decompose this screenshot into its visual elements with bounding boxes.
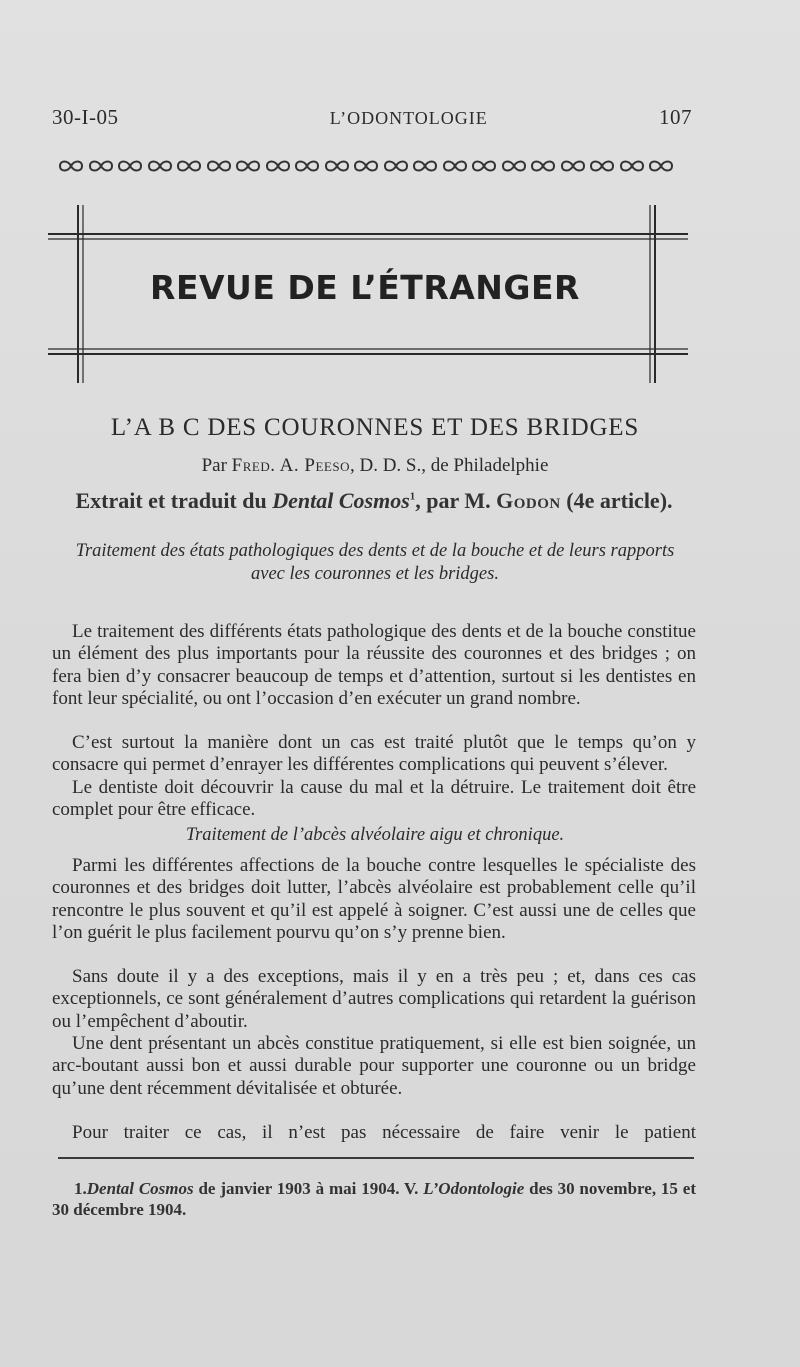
ornament-motif-icon: [294, 158, 320, 174]
ornament-motif-icon: [560, 158, 586, 174]
extract-prefix: Extrait et traduit du: [75, 488, 267, 513]
ornament-motif-icon: [471, 158, 497, 174]
decorative-ornament-band: [58, 155, 674, 177]
byline: [60, 455, 690, 477]
article-title: L’A B C DES COURONNES ET DES BRIDGES: [110, 414, 640, 441]
ornament-motif-icon: [353, 158, 379, 174]
section-heading-1: Traitement des états pathologiques des dents et de la bouche et de leurs rapports avec les couronnes et les bridges.: [75, 541, 675, 584]
header-date: 30-I-05: [52, 105, 119, 129]
byline-prefix: Par: [201, 455, 227, 476]
ornament-motif-icon: [530, 158, 556, 174]
ornament-motif-icon: [619, 158, 645, 174]
ornament-motif-icon: [176, 158, 202, 174]
paragraph-2: C’est surtout la manière dont un cas est traité plutôt que le temps qu’on y consacre qui permet d’enrayer les différentes complications qui peuvent s’élever.: [52, 732, 696, 776]
ornament-motif-icon: [147, 158, 173, 174]
running-head: [52, 105, 692, 130]
extract-mid: , par M.: [415, 488, 491, 513]
ornament-motif-icon: [501, 158, 527, 174]
footnote-journal-2: L’Odontologie: [423, 1179, 525, 1198]
author-suffix: , D. D. S., de Philadelphie: [349, 455, 549, 476]
extract-suffix: (4e article).: [566, 488, 673, 513]
page-number: 107: [659, 105, 692, 129]
footnote-divider: [58, 1157, 694, 1159]
footnote-text-end: des 30 novembre, 15 et 30 décembre 1904.: [52, 1179, 696, 1219]
ornament-motif-icon: [265, 158, 291, 174]
paragraph-7: Pour traiter ce cas, il n’est pas nécessaire de faire venir le patient: [72, 1122, 696, 1143]
ornament-motif-icon: [442, 158, 468, 174]
paragraph-1: Le traitement des différents états pathologique des dents et de la bouche constitue un élément des plus importants pour la réussite des couronnes et des bridges ; on fera bien d’y consacrer beaucoup de temps et d’attention, surtout si les dentistes en font leur spécialité, ou ont l’occasion d’en exécuter un grand nombre.: [52, 621, 696, 710]
paragraph-4: Parmi les différentes affections de la bouche contre lesquelles le spécialiste des couronnes et des bridges doit lutter, l’abcès alvéolaire est probablement celle qu’il rencontre le plus souvent et qu’il est appelé à soigner. C’est aussi une de celles que l’on guérit le plus facilement pourvu qu’on s’y prenne bien.: [52, 855, 696, 944]
footnote-text-mid: de janvier 1903 à mai 1904. V.: [193, 1179, 424, 1198]
ornament-motif-icon: [324, 158, 350, 174]
footnote: [52, 1178, 696, 1220]
footnote-ref: 1: [409, 490, 416, 503]
paragraph-3: Le dentiste doit découvrir la cause du mal et la détruire. Le traitement doit être complet pour être efficace.: [52, 777, 696, 821]
extract-journal: Dental Cosmos: [272, 488, 410, 513]
section-title: REVUE DE L’ÉTRANGER: [150, 268, 580, 307]
ornament-motif-icon: [589, 158, 615, 174]
author-name: Fred. A. Peeso: [231, 455, 350, 476]
ornament-motif-icon: [88, 158, 114, 174]
paragraph-5: Sans doute il y a des exceptions, mais il y en a très peu ; et, dans ces cas exceptionnels, ce sont généralement d’autres complications qui retardent la guérison ou l’empêchent d’aboutir.: [52, 966, 696, 1032]
ornament-motif-icon: [117, 158, 143, 174]
ornament-motif-icon: [383, 158, 409, 174]
extract-line: [52, 488, 696, 514]
ornament-motif-icon: [235, 158, 261, 174]
ornament-motif-icon: [412, 158, 438, 174]
section-heading-2: Traitement de l’abcès alvéolaire aigu et chronique.: [185, 825, 565, 845]
paragraph-6: Une dent présentant un abcès constitue pratiquement, si elle est bien soignée, un arc-boutant aussi bon et aussi durable pour supporter une couronne ou un bridge qu’une dent récemment dévitalisée et obturée.: [52, 1033, 696, 1099]
footnote-number: 1.: [74, 1179, 87, 1198]
footnote-journal: Dental Cosmos: [86, 1179, 194, 1198]
ornament-motif-icon: [58, 158, 84, 174]
translator-name: Godon: [496, 488, 561, 513]
ornament-motif-icon: [648, 158, 674, 174]
journal-name: L’ODONTOLOGIE: [329, 108, 488, 128]
ornament-motif-icon: [206, 158, 232, 174]
